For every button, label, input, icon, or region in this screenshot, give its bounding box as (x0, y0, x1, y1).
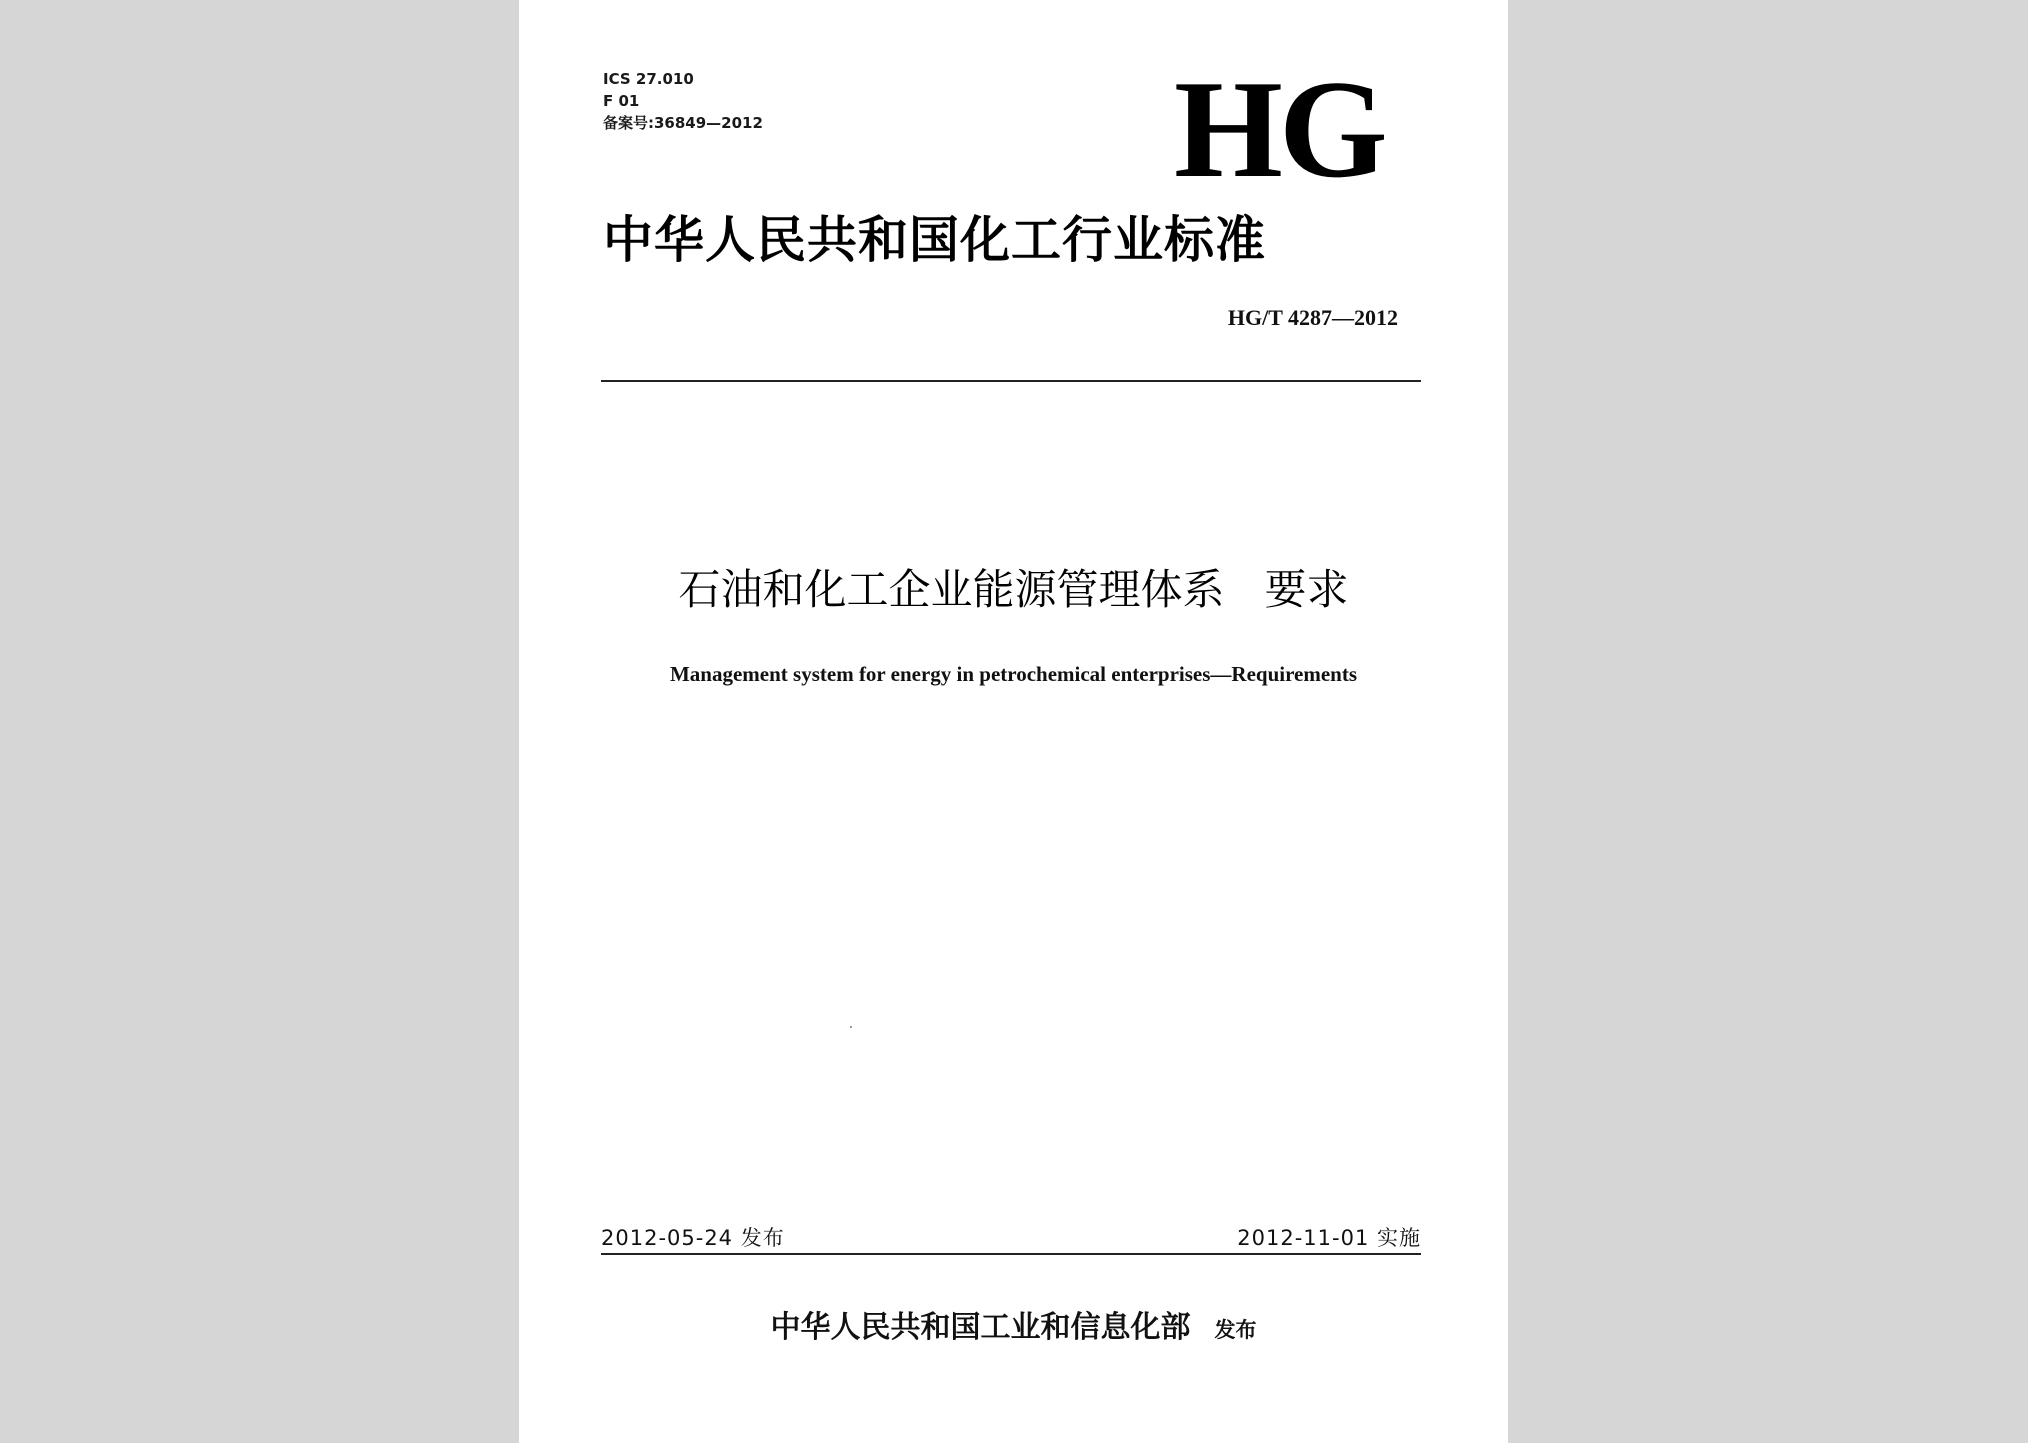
classification-block (603, 68, 763, 134)
standard-title: 中华人民共和国化工行业标准 (603, 211, 1266, 269)
document-page (519, 0, 1508, 1443)
document-title-chinese: 石油和化工企业能源管理体系 要求 (678, 565, 1349, 614)
record-number: 备案号:36849—2012 (603, 114, 763, 132)
issuer-line (519, 1302, 1508, 1346)
category-code: F 01 (603, 92, 640, 110)
ics-code: ICS 27.010 (603, 70, 694, 88)
issuer-action: 发布 (1214, 1318, 1257, 1342)
top-divider (601, 380, 1421, 382)
bottom-divider (601, 1253, 1421, 1255)
implementation-date: 2012-11-01 实施 (1237, 1226, 1421, 1250)
issuer-name: 中华人民共和国工业和信息化部 (770, 1310, 1191, 1345)
hg-logo: HG (1174, 52, 1384, 207)
scan-speck (850, 1026, 852, 1028)
document-title-english: Management system for energy in petrochemical enterprises—Requirements (669, 662, 1358, 686)
dates-row (601, 1222, 1421, 1252)
issue-date: 2012-05-24 发布 (601, 1226, 785, 1250)
standard-number: HG/T 4287—2012 (1227, 305, 1398, 330)
